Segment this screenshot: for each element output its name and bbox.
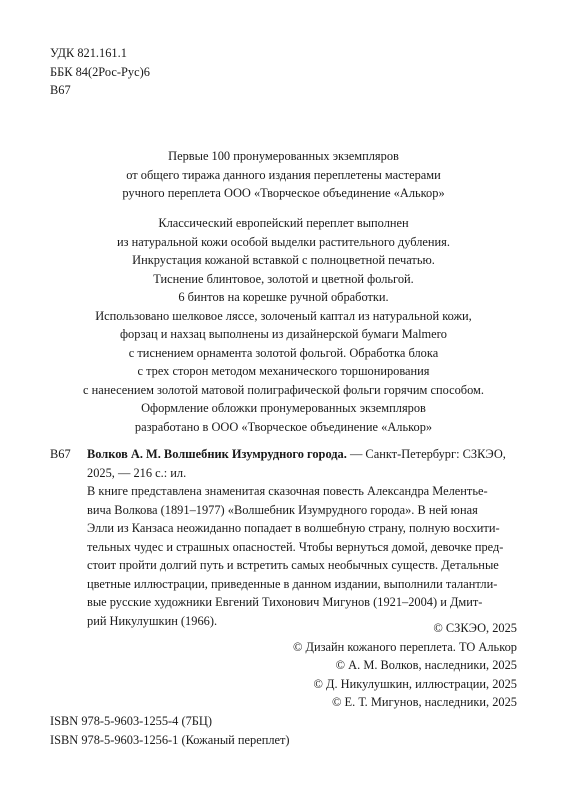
annotation-line: вые русские художники Евгений Тихонович Мигунов (1921–2004) и Дмит- [87, 595, 483, 609]
intro-line: ручного переплета ООО «Творческое объединение «Алькор» [122, 186, 445, 200]
udk-code: УДК 821.161.1 [50, 46, 127, 60]
copyright-notices [293, 619, 517, 712]
bibliographic-body [87, 445, 520, 630]
annotation-line: Элли из Канзаса неожиданно попадает в волшебную страну, полную восхити- [87, 521, 500, 535]
imprint-end: 2025, — 216 с.: ил. [87, 465, 187, 480]
copyright-line: © Д. Никулушкин, иллюстрации, 2025 [313, 676, 517, 691]
bibliographic-mark: В67 [50, 447, 71, 461]
isbn-block [50, 712, 290, 749]
binding-line: Классический европейский переплет выполнен [158, 216, 409, 230]
annotation-line: цветные иллюстрации, приведенные в данном издании, выполнили талантли- [87, 576, 498, 591]
binding-line: 6 бинтов на корешке ручной обработки. [178, 290, 389, 304]
binding-line: с трех сторон методом механического торшонирования [137, 364, 430, 378]
copyright-line: © СЗКЭО, 2025 [433, 621, 517, 635]
intro-line: от общего тиража данного издания переплетены мастерами [126, 167, 441, 182]
binding-line: разработано в ООО «Творческое объединение «Алькор» [134, 419, 433, 434]
bibliographic-heading: Волков А. М. Волшебник Изумрудного города. [87, 447, 347, 461]
imprint-start: — Санкт-Петербург: СЗКЭО, [346, 447, 506, 461]
copyright-line: © Е. Т. Мигунов, наследники, 2025 [332, 695, 517, 709]
numbered-copies-note [20, 147, 547, 203]
isbn-line: ISBN 978-5-9603-1256-1 (Кожаный переплет) [50, 732, 290, 747]
binding-line: из натуральной кожи особой выделки растительного дубления. [117, 234, 450, 249]
classification-codes [50, 44, 150, 100]
author-mark: В67 [50, 83, 71, 97]
annotation-line: В книге представлена знаменитая сказочная повесть Александра Мелентье- [87, 484, 488, 498]
annotation-line: тельных чудес и страшных опасностей. Чтобы вернуться домой, девочке пред- [87, 539, 504, 554]
binding-line: с нанесением золотой матовой полиграфической фольги горячим способом. [82, 382, 484, 397]
binding-line: Оформление обложки пронумерованных экземпляров [141, 401, 426, 415]
isbn-line: ISBN 978-5-9603-1255-4 (7БЦ) [50, 714, 212, 728]
copyright-line: © Дизайн кожаного переплета. ТО Алькор [293, 639, 517, 654]
annotation-line: рий Никулушкин (1966). [87, 613, 218, 628]
binding-line: с тиснением орнамента золотой фольгой. Обработка блока [128, 345, 439, 360]
binding-line: Тиснение блинтовое, золотой и цветной фольгой. [153, 271, 414, 286]
binding-line: Инкрустация кожаной вставкой с полноцветной печатью. [132, 253, 435, 267]
annotation-line: вича Волкова (1891–1977) «Волшебник Изумрудного города». В ней юная [87, 502, 478, 517]
bibliographic-heading-line [87, 445, 520, 464]
copyright-line: © А. М. Волков, наследники, 2025 [335, 658, 517, 672]
binding-description [20, 214, 547, 436]
bbk-code: ББК 84(2Рос-Рус)6 [50, 64, 150, 79]
annotation-line: стоит пройти долгий путь и встретить самых необычных существ. Детальные [87, 558, 499, 572]
binding-line: Использовано шелковое ляссе, золоченый каптал из натуральной кожи, [95, 308, 472, 323]
binding-line: форзац и нахзац выполнены из дизайнерской бумаги Malmero [120, 327, 447, 341]
intro-line: Первые 100 пронумерованных экземпляров [168, 149, 399, 163]
